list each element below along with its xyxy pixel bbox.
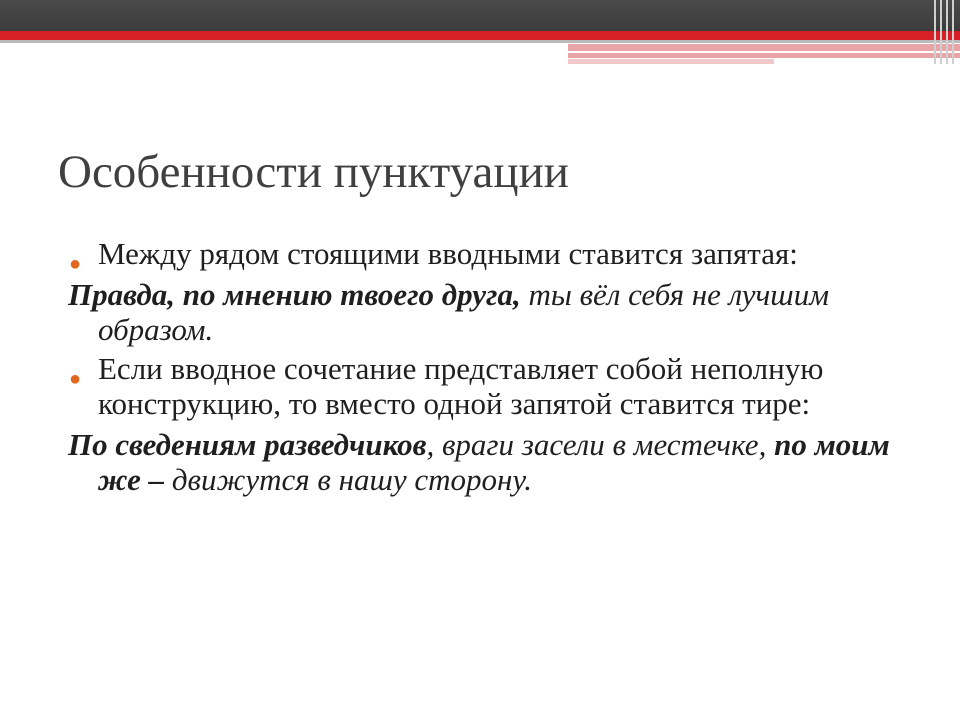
bullet-item — [68, 236, 918, 275]
example-sentence — [68, 277, 918, 347]
slide-title: Особенности пунктуации — [58, 146, 569, 198]
bullet-text: Если вводное сочетание представляет собой неполную конструкцию, то вместо одной запятой ставится тире: — [98, 351, 824, 421]
bullet-dot-icon: ● — [69, 253, 82, 275]
example-sentence — [68, 427, 918, 497]
decor-light-pink-stripe — [568, 59, 774, 64]
top-dark-band — [0, 0, 960, 31]
example-emphasis: Правда, по мнению твоего друга, — [68, 277, 521, 312]
bullet-dot-icon: ● — [69, 368, 82, 390]
decor-pink-stripe — [568, 53, 960, 58]
slide-body — [68, 236, 918, 501]
bullet-text: Между рядом стоящими вводными ставится запятая: — [98, 236, 798, 271]
example-text: ты вёл себя не лучшим образом. — [98, 277, 829, 347]
decor-vertical-stripes — [928, 0, 960, 64]
example-emphasis: По сведениям разведчиков — [68, 427, 427, 462]
example-text: , враги засели в местечке, — [426, 427, 775, 462]
bullet-item — [68, 351, 918, 421]
top-red-band — [0, 31, 960, 40]
example-emphasis: по моим же – — [98, 427, 890, 497]
decor-pink-stripe — [568, 44, 960, 51]
example-text: движутся в нашу сторону. — [164, 462, 532, 497]
top-band-shadow — [0, 40, 960, 43]
